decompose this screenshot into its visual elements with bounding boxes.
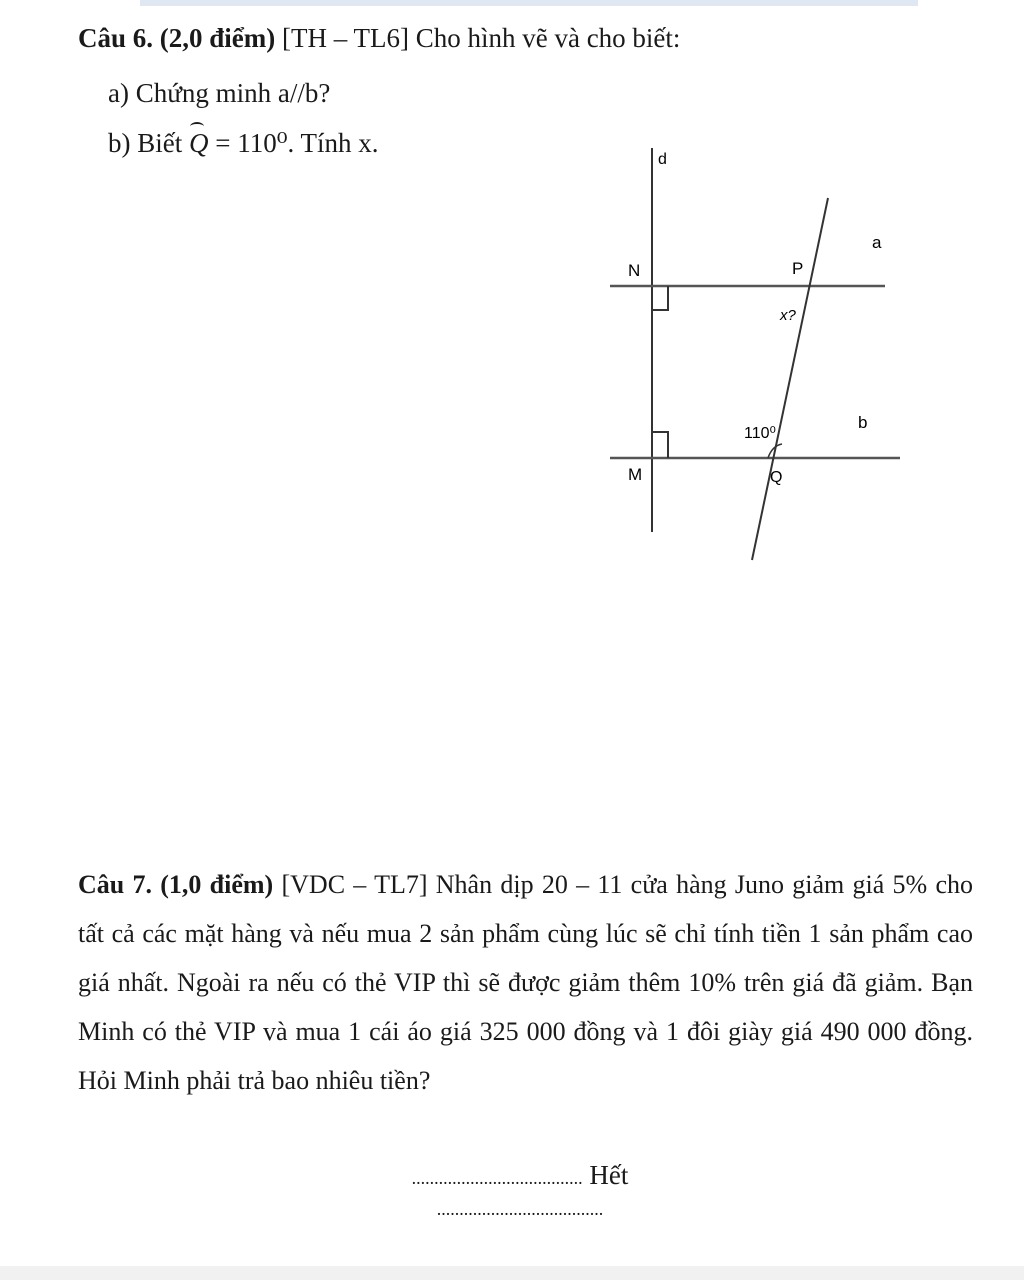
label-a: a [872, 233, 882, 252]
label-q: Q [770, 469, 783, 486]
angle-q-symbol: Q [189, 128, 209, 158]
question-6-part-b [108, 128, 379, 159]
label-m: M [628, 465, 643, 484]
part-b-prefix: b) Biết [108, 128, 189, 158]
question-7-label: Câu 7. (1,0 điểm) [78, 870, 274, 899]
right-angle-n [652, 286, 668, 310]
bottom-edge-strip [0, 1266, 1024, 1280]
question-6-label: Câu 6. (2,0 điểm) [78, 23, 276, 53]
geometry-figure [600, 140, 910, 570]
right-angle-m [652, 432, 668, 458]
question-6-tag: [TH – TL6] Cho hình vẽ và cho biết: [275, 23, 681, 53]
question-7-text: [VDC – TL7] Nhân dịp 20 – 11 cửa hàng Juno giảm giá 5% cho tất cả các mặt hàng và nếu mua 2 sản phẩm cùng lúc sẽ chỉ tính tiền 1 sản phẩm cao giá nhất. Ngoài ra nếu có thẻ VIP thì sẽ được giảm thêm 10% trên giá đã giảm. Bạn Minh có thẻ VIP và mua 1 cái áo giá 325 000 đồng và 1 đôi giày giá 490 000 đồng. Hỏi Minh phải trả bao nhiêu tiền? [78, 870, 973, 1095]
question-6-part-a: a) Chứng minh a//b? [108, 78, 331, 108]
part-b-suffix: = 110⁰. Tính x. [208, 128, 379, 158]
label-angle-110: 110⁰ [744, 425, 776, 442]
question-6-heading [78, 22, 680, 54]
end-marker [370, 1160, 670, 1222]
label-p: P [792, 259, 804, 278]
label-n: N [628, 261, 641, 280]
end-dots-left: ...................................... [411, 1168, 583, 1188]
question-7 [78, 860, 973, 1105]
end-dots-right: ..................................... [436, 1199, 604, 1219]
end-text: Hết [582, 1160, 629, 1190]
transversal-line [752, 198, 828, 560]
label-angle-x: x? [780, 307, 796, 324]
label-d: d [658, 151, 667, 168]
label-b: b [858, 413, 868, 432]
